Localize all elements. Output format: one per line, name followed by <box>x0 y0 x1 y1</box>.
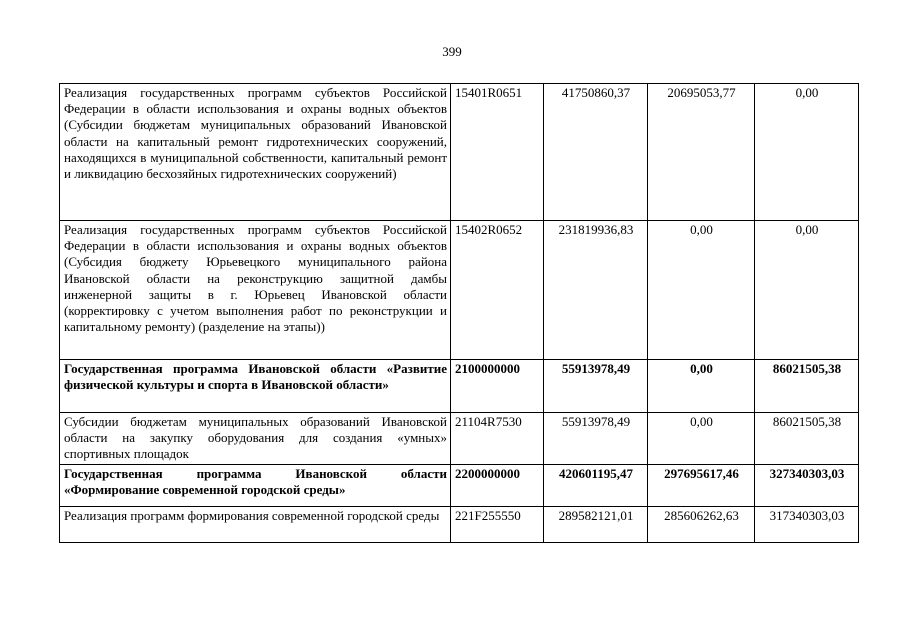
row-value-1-cell: 41750860,37 <box>544 84 648 221</box>
row-value-2-cell: 0,00 <box>648 413 755 465</box>
row-value-1-cell: 55913978,49 <box>544 360 648 413</box>
table-row <box>60 221 859 360</box>
row-value-2-cell: 0,00 <box>648 221 755 360</box>
table-row <box>60 507 859 543</box>
row-value-3-cell: 86021505,38 <box>755 360 859 413</box>
row-value-1-cell: 420601195,47 <box>544 465 648 507</box>
row-value-3-cell: 317340303,03 <box>755 507 859 543</box>
row-code-cell: 15401R0651 <box>451 84 544 221</box>
row-value-1-cell: 231819936,83 <box>544 221 648 360</box>
row-name-cell: Реализация программ формирования современной городской среды <box>60 507 451 543</box>
row-value-3-cell: 0,00 <box>755 221 859 360</box>
row-value-3-cell: 0,00 <box>755 84 859 221</box>
row-code-cell: 2100000000 <box>451 360 544 413</box>
row-value-2-cell: 0,00 <box>648 360 755 413</box>
table-row <box>60 413 859 465</box>
row-name-cell: Реализация государственных программ субъектов Российской Федерации в области использования и охраны водных объектов (Субсидии бюджетам муниципальных образований Ивановской области на капитальный ремонт гидротехнических сооружений, находящихся в муниципальной собственности, капитальный ремонт и ликвидацию бесхозяйных гидротехнических сооружений) <box>60 84 451 221</box>
table-row <box>60 465 859 507</box>
budget-table <box>59 83 859 543</box>
row-name-cell: Государственная программа Ивановской области «Формирование современной городской среды» <box>60 465 451 507</box>
row-value-2-cell: 285606262,63 <box>648 507 755 543</box>
row-code-cell: 2200000000 <box>451 465 544 507</box>
row-value-3-cell: 86021505,38 <box>755 413 859 465</box>
row-name-cell: Субсидии бюджетам муниципальных образований Ивановской области на закупку оборудования для создания «умных» спортивных площадок <box>60 413 451 465</box>
row-code-cell: 15402R0652 <box>451 221 544 360</box>
row-value-2-cell: 297695617,46 <box>648 465 755 507</box>
row-value-2-cell: 20695053,77 <box>648 84 755 221</box>
table-row <box>60 84 859 221</box>
row-value-1-cell: 55913978,49 <box>544 413 648 465</box>
page-number: 399 <box>442 44 462 59</box>
row-code-cell: 221F255550 <box>451 507 544 543</box>
row-value-1-cell: 289582121,01 <box>544 507 648 543</box>
row-name-cell: Реализация государственных программ субъектов Российской Федерации в области использования и охраны водных объектов (Субсидия бюджету Юрьевецкого муниципального района Ивановской области на реконструкцию защитной дамбы инженерной защиты в г. Юрьевец Ивановской области (корректировку с учетом выполнения работ по реконструкции и капитальному ремонту) (разделение на этапы)) <box>60 221 451 360</box>
row-code-cell: 21104R7530 <box>451 413 544 465</box>
row-value-3-cell: 327340303,03 <box>755 465 859 507</box>
table-row <box>60 360 859 413</box>
row-name-cell: Государственная программа Ивановской области «Развитие физической культуры и спорта в Ивановской области» <box>60 360 451 413</box>
